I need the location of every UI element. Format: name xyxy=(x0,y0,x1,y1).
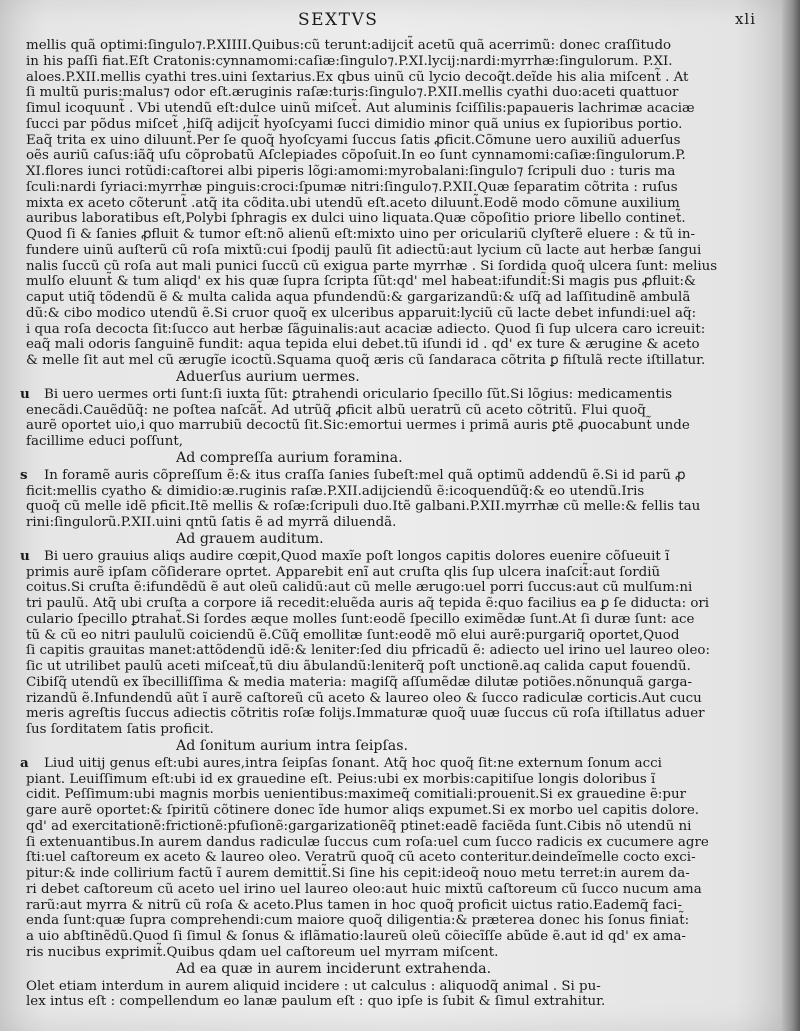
text-line xyxy=(26,929,756,945)
line-text: pitur:& inde collirium factũ ĩ aurem demittit̃.Si ſine his cepit:ideoq̃ nouo metu terret:in aurem da- xyxy=(26,866,690,881)
guide-letter: u xyxy=(20,385,30,402)
text-line xyxy=(26,819,756,835)
line-text: enda ſunt:quæ ſupra comprehendi:cum maiore quoq̃ diligentia:& præterea donec his ſonus finiat̃: xyxy=(26,913,690,929)
line-text: ſimul icoquunt̃ . Vbi utendũ eſt:dulce uinũ miſcet̃. Aut aluminis ſciſſilis:papaueris lachrimæ acaciæ xyxy=(26,101,695,116)
text-line xyxy=(26,243,756,259)
text-line xyxy=(26,353,756,369)
text-line xyxy=(26,994,756,1010)
line-text: Bi uero grauius aliqs audire cœpit,Quod maxĩe poſt longos capitis dolores euenire cõſueuit ĩ xyxy=(44,548,670,564)
line-text: gare aurẽ oportet:& ſpiritũ cõtinere donec ĩde humor aliqs expumet.Si ex morbo uel capitis dolore. xyxy=(26,803,700,818)
text-line xyxy=(26,565,756,581)
text-line xyxy=(26,787,756,803)
text-line xyxy=(26,211,756,227)
line-text: cidit. Peſſimum:ubi magnis morbis uenientibus:maximeq̃ comitiali:prouenit.Si ex grauedine ẽ:pur xyxy=(26,787,687,803)
text-line xyxy=(26,722,756,738)
text-line xyxy=(26,54,756,70)
section-heading: Ad grauem auditum. xyxy=(176,530,324,547)
text-line xyxy=(26,803,756,819)
section-heading: Ad ea quæ in aurem inciderunt extrahenda. xyxy=(176,960,492,977)
guide-letter: a xyxy=(20,754,29,771)
line-text: qd' ad exercitationẽ:frictionẽ:pfuſionẽ:gargarizationẽq̃ ptinet:eadẽ faciẽda ſunt.Cibis nõ utendũ ni xyxy=(26,818,692,834)
guide-letter: s xyxy=(20,466,28,483)
text-line xyxy=(26,196,756,212)
text-line xyxy=(26,835,756,851)
text-line xyxy=(26,227,756,243)
text-line xyxy=(26,913,756,929)
text-line xyxy=(26,850,756,866)
folio-number: xli xyxy=(734,10,756,28)
text-line xyxy=(20,466,756,484)
line-text: a uio abſtinẽdũ.Quod ſi ſimul & ſonus & iflãmatio:laureũ oleũ cõiecĩſſe abũde ẽ.aut id qd' ex ama- xyxy=(26,929,686,944)
page-header xyxy=(26,8,756,32)
line-text: i qua roſa decocta ſit:ſucco aut herbæ ſãguinalis:aut acaciæ adiecto. Quod ſi ſup ulcera caro icreuit: xyxy=(26,321,706,337)
text-line xyxy=(26,70,756,86)
line-text: ſti:uel caſtoreum ex aceto & laureo oleo. Veratrũ quoq̃ cũ aceto conteritur.deindeĩmelle cocto exci- xyxy=(26,850,696,866)
line-text: In foramẽ auris cõpreſſum ẽ:& itus craſſa ſanies ſubeſt:mel quã optimũ addendũ ẽ.Si id parũ ꝓ xyxy=(44,467,686,483)
line-text: ſucci par põdus miſcet̃ ,hiſq̃ adijcit̃ hyoſcyami ſucci dimidio minor quã unius ex ſupioribus portio. xyxy=(26,116,683,132)
text-line xyxy=(26,101,756,117)
line-text: Liud uitij genus eſt:ubi aures,intra ſeipſas ſonant. Atq̃ hoc quoq̃ ſit:ne externum ſonum acci xyxy=(44,755,662,771)
text-line xyxy=(26,675,756,691)
line-text: Cibiſq̃ utendũ ex ĩbecilliſſima & media materia: magiſq̃ aſſumẽdæ dilutæ potiões.nõnunquã garga- xyxy=(26,674,693,690)
line-text: eaq̃ mali odoris ſanguinẽ fundit: aqua tepida elui debet.tũ iſundi id . qd' ex ture & ærugine & aceto xyxy=(26,337,700,353)
line-text: aurẽ oportet uio,i quo marrubiũ decoctũ ſit.Sic:emortui uermes i primã auris ꝑtẽ ꝓuocabunt̃ unde xyxy=(26,418,690,434)
section-heading: Ad ſonitum aurium intra ſeipſas. xyxy=(176,737,409,754)
text-line xyxy=(26,691,756,707)
line-text: ſic ut utrilibet paulũ aceti miſceat̃,tũ diu ãbulandũ:leniterq̃ poſt unctionẽ.aq calida caput fouendũ. xyxy=(26,659,691,674)
line-text: facillime educi poſſunt, xyxy=(26,434,184,449)
line-text: lex intus eſt : compellendum eo lanæ paulum eſt : quo ipſe is ſubit & ſimul extrahitur. xyxy=(26,994,606,1010)
text-line xyxy=(26,306,756,322)
line-text: oẽs auriũ caſus:iãq̃ uſu cõprobatũ Aſclepiades cõpoſuit.In eo ſunt cynnamomi:caſiæ:ſingulorum.P. xyxy=(26,148,686,164)
text-line xyxy=(26,180,756,196)
text-line xyxy=(26,515,756,531)
line-text: fundere uinũ auſterũ cũ roſa mixtũ:cui ſpodij paulũ ſit adiectũ:aut lycium cũ lacte aut herbæ ſangui xyxy=(26,242,702,258)
text-line xyxy=(26,274,756,290)
line-text: ficit:mellis cyatho & dimidio:æ.ruginis raſæ.P.XII.adijciendũ ẽ:icoquendũq̃:& eo utendũ.Iris xyxy=(26,483,645,499)
line-text: dũ:& cibo modico utendũ ẽ.Si cruor quoq̃ ex ulceribus apparuit:lyciũ cũ lacte debet infundi:uel aq̃: xyxy=(26,305,697,321)
line-text: rini:ſingulorũ.P.XII.uini qntũ ſatis ẽ ad myrrã diluendã. xyxy=(26,515,397,530)
running-head: SEXTVS xyxy=(298,10,379,30)
text-line xyxy=(26,133,756,149)
line-text: culario ſpecillo ꝑtrahat̃.Si ſordes æque molles ſunt:eodẽ ſpecillo eximẽdæ ſunt.At ſi duræ ſunt: ace xyxy=(26,611,695,627)
text-line xyxy=(26,979,756,995)
line-text: ſculi:nardi ſyriaci:myrrhæ pinguis:croci:ſpumæ nitri:ſingulo⁊.P.XII.Quæ ſeparatim cõtrita : ruſus xyxy=(26,179,678,195)
line-text: coitus.Si cruſta ẽ:ifundẽdũ ẽ aut oleũ calidũ:aut cũ melle ærugo:uel porri ſuccus:aut cũ mulſum:ni xyxy=(26,580,693,596)
body-text xyxy=(20,38,756,1010)
text-line xyxy=(26,484,756,500)
text-line xyxy=(26,434,756,450)
line-text: piant. Leuiſſimum eſt:ubi id ex grauedine eſt. Peius:ubi ex morbis:capitiſue longis doloribus ĩ xyxy=(26,771,656,787)
text-line xyxy=(26,772,756,788)
text-line xyxy=(26,612,756,628)
text-line xyxy=(26,259,756,275)
line-text: & melle ſit aut mel cũ ærugĩe icoctũ.Squama quoq̃ æris cũ ſandaraca cõtrita ꝑ fiſtulã recte iſtillatur. xyxy=(26,353,706,368)
line-text: quoq̃ cũ melle idẽ pficit.Itẽ mellis & roſæ:ſcripuli duo.Itẽ galbani.P.XII.myrrhæ cũ melle:& fellis tau xyxy=(26,499,701,515)
line-text: XI.flores iunci rotũdi:caſtorei albi piperis lõgi:amomi:myrobalani:ſingulo⁊ ſcripuli duo : turis ma xyxy=(26,164,676,179)
line-text: rizandũ ẽ.Infundendũ aũt ĩ aurẽ caſtoreũ cũ aceto & laureo oleo & ſucco radiculæ corticis.Aut cucu xyxy=(26,690,702,706)
line-text: ſi multũ puris:malus⁊ odor eſt.æruginis raſæ:turis:ſingulo⁊.P.XII.mellis cyathi duo:aceti quattuor xyxy=(26,85,679,101)
line-text: nalis ſuccũ cũ roſa aut mali punici ſuccũ cũ exigua parte myrrhæ . Si ſordida quoq̃ ulcera ſunt: melius xyxy=(26,258,718,274)
text-line xyxy=(20,547,756,565)
text-line xyxy=(26,706,756,722)
text-line xyxy=(26,499,756,515)
page-gutter-shadow xyxy=(782,0,800,1031)
line-text: meris agreſtis ſuccus adiectis cõtritis roſæ folijs.Immaturæ quoq̃ uuæ ſuccus cũ roſa iſtillatus aduer xyxy=(26,706,705,722)
line-text: ri debet caſtoreum cũ aceto uel irino uel laureo oleo:aut huic mixtũ caſtoreum cũ ſucco nucum ama xyxy=(26,881,702,897)
text-line xyxy=(26,85,756,101)
text-line xyxy=(26,148,756,164)
section-heading: Ad compreſſa aurium foramina. xyxy=(176,449,403,466)
text-line xyxy=(26,38,756,54)
text-line xyxy=(26,898,756,914)
line-text: Quod ſi & ſanies ꝓfluit & tumor eſt:nõ alienũ eſt:mixto uino per oriculariũ clyſterẽ eluere : & tũ in- xyxy=(26,227,696,242)
text-line xyxy=(26,164,756,180)
line-text: caput utiq̃ tõdendũ ẽ & multa calida aqua pfundendũ:& gargarizandũ:& uſq̃ ad laſſitudinẽ ambulã xyxy=(26,290,691,305)
line-text: ſi extenuantibus.In aurem dandus radiculæ ſuccus cum roſa:uel cum ſucco radicis ex cucumere agre xyxy=(26,834,709,850)
text-line xyxy=(26,882,756,898)
text-line xyxy=(26,580,756,596)
text-line xyxy=(26,290,756,306)
text-line xyxy=(26,596,756,612)
text-line xyxy=(26,866,756,882)
line-text: tũ & cũ eo nitri paululũ coiciendũ ẽ.Cũq̃ emollitæ ſunt:eodẽ mõ elui aurẽ:purgariq̃ oportet,Quod xyxy=(26,627,680,643)
text-line xyxy=(26,337,756,353)
line-text: Eaq̃ trita ex uino diluunt̃.Per ſe quoq̃ hyoſcyami ſuccus ſatis ꝓficit.Cõmune uero auxiliũ aduerſus xyxy=(26,132,681,148)
text-line xyxy=(20,385,756,403)
line-text: Olet etiam interdum in aurem aliquid incidere : ut calculus : aliquodq̃ animal . Si pu- xyxy=(26,978,601,994)
line-text: aloes.P.XII.mellis cyathi tres.uini ſextarius.Ex qbus uinũ cũ lycio decoq̃t.deĩde his alia miſcent̃ . At xyxy=(26,69,689,85)
text-line xyxy=(20,754,756,772)
line-text: rarũ:aut myrra & nitrũ cũ roſa & aceto.Plus tamen in hoc quoq̃ proficit uictus ratio.Eademq̃ faci- xyxy=(26,897,682,913)
line-text: in his paſſi fiat.Eſt Cratonis:cynnamomi:caſiæ:ſingulo⁊.P.XI.lycij:nardi:myrrhæ:ſingulorum. P.XI. xyxy=(26,53,673,69)
line-text: ſi capitis grauitas manet:attõdendũ idẽ:& leniter:ſed diu pfricadũ ẽ: adiecto uel irino uel laureo oleo: xyxy=(26,643,710,659)
line-text: ſus ſorditatem ſatis proficit. xyxy=(26,722,214,737)
text-line xyxy=(26,117,756,133)
section-heading: Aduerſus aurium uermes. xyxy=(176,368,360,385)
text-line xyxy=(26,403,756,419)
line-text: tri paulũ. Atq̃ ubi cruſta a corpore iã recedit:eluẽda auris aq̃ tepida ẽ:quo facilius ea ꝑ ſe diducta: ori xyxy=(26,596,710,611)
text-line xyxy=(26,659,756,675)
text-line xyxy=(26,643,756,659)
text-line xyxy=(26,945,756,961)
line-text: mixta ex aceto cõterunt̃ .atq̃ ita cõdita.ubi utendũ eſt.aceto diluunt̃.Eodẽ modo cõmune auxilium xyxy=(26,195,680,211)
line-text: enecãdi.Cauẽdũq̃: ne poſtea naſcãt̃. Ad utrũq̃ ꝓficit albũ ueratrũ cũ aceto cõtritũ. Flui quoq̃ xyxy=(26,402,646,418)
line-text: ris nucibus exprimit̃.Quibus qdam uel caſtoreum uel myrram miſcent. xyxy=(26,944,499,960)
line-text: auribus laboratibus eſt,Polybi ſphragis ex dulci uino liquata.Quæ cõpoſitio priore libello continet̃. xyxy=(26,211,686,227)
text-line xyxy=(26,628,756,644)
guide-letter: u xyxy=(20,547,30,564)
line-text: mulſo eluunt̃ & tum aliqd' ex his quæ ſupra ſcripta ſũt:qd' mel habeat:ifundit̃:Si magis pus ꝓfluit:& xyxy=(26,274,696,290)
line-text: primis aurẽ ipſam cõſiderare oprtet. Apparebit enĩ aut cruſta qlis ſup ulcera inaſcit̃:aut ſordiũ xyxy=(26,564,661,580)
line-text: Bi uero uermes orti ſunt:ſi iuxta ſũt: ꝑtrahendi oriculario ſpecillo ſũt.Si lõgius: medicamentis xyxy=(44,386,673,402)
text-line xyxy=(26,322,756,338)
line-text: mellis quã optimi:ſingulo⁊.P.XIIII.Quibus:cũ terunt:adijcit̃ acetũ quã acerrimũ: donec craſſitudo xyxy=(26,38,672,53)
text-line xyxy=(26,418,756,434)
